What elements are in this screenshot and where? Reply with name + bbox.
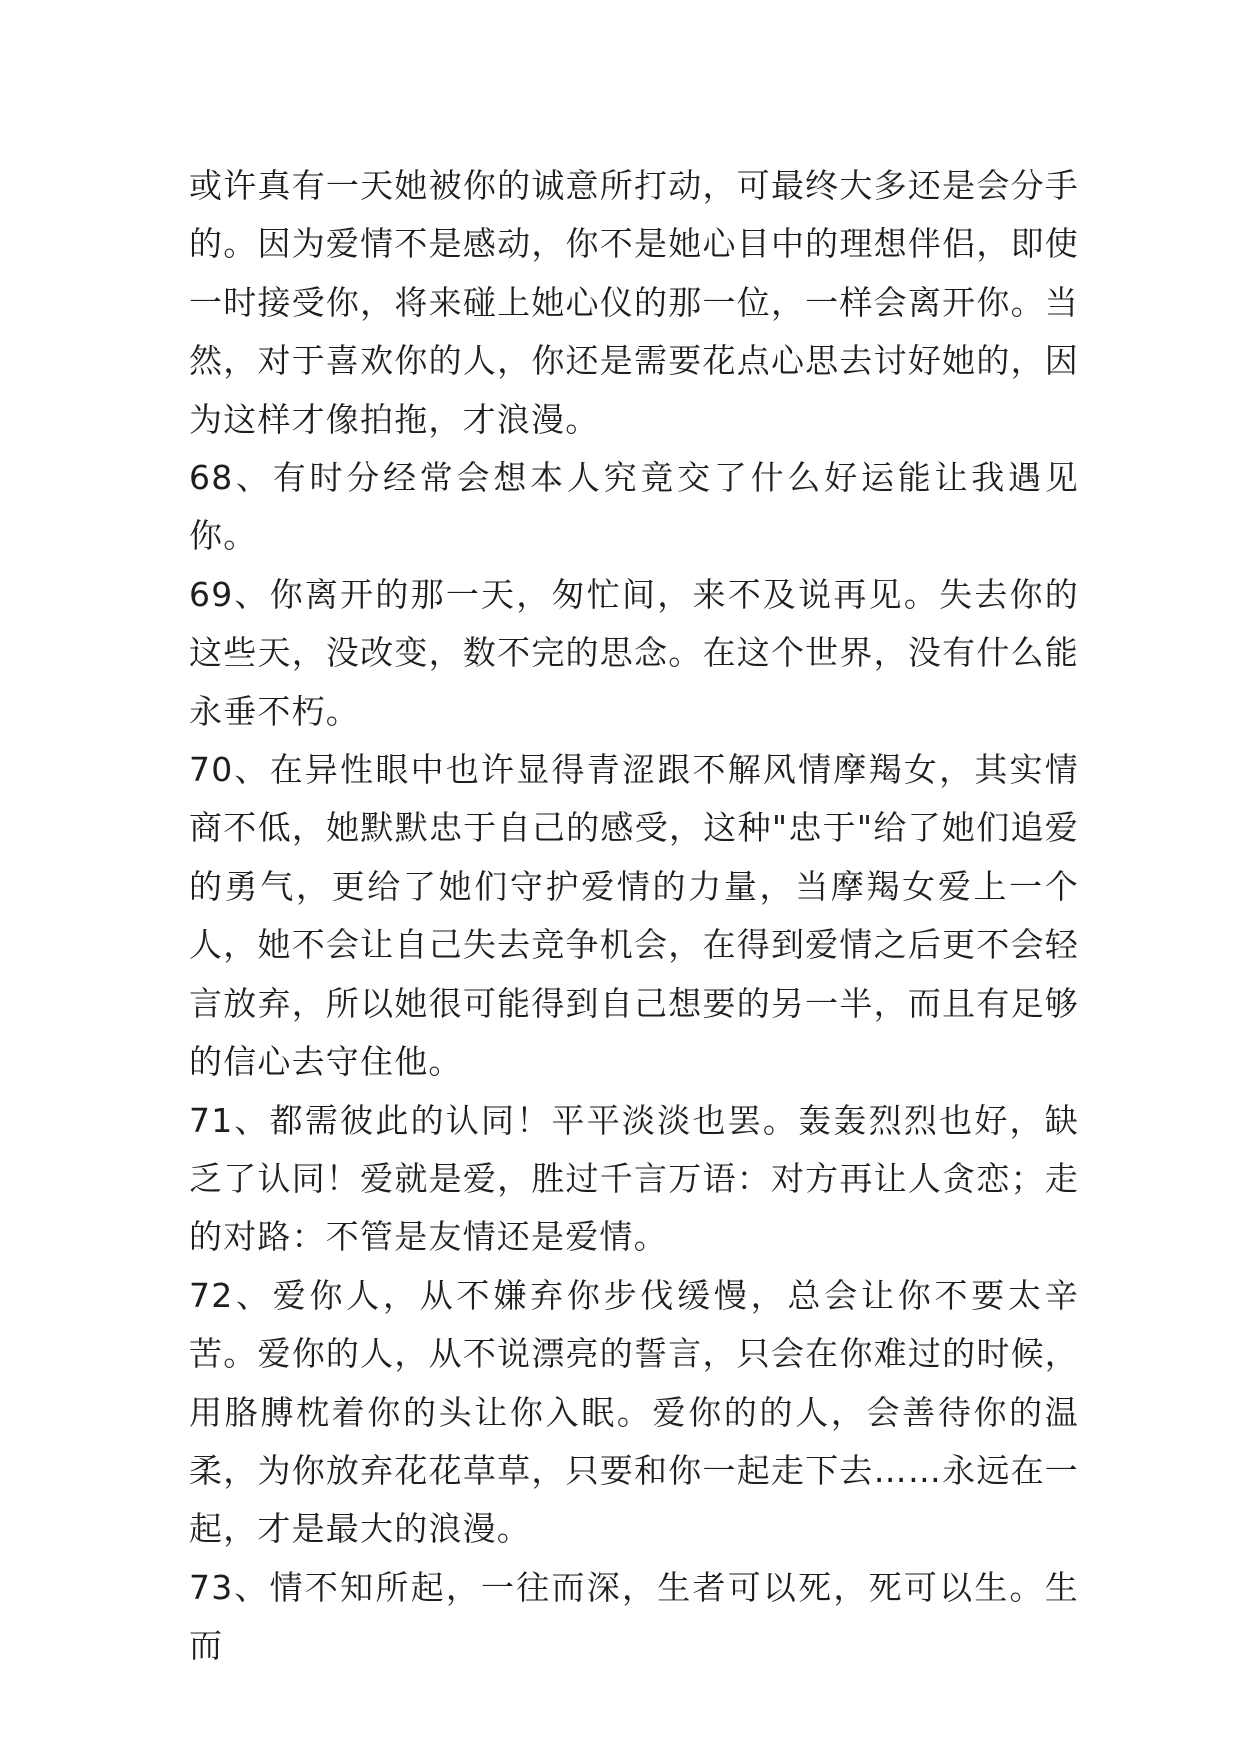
- paragraph-70: 70、在异性眼中也许显得青涩跟不解风情摩羯女，其实情商不低，她默默忠于自己的感受，这种"忠于"给了她们追爱的勇气，更给了她们守护爱情的力量，当摩羯女爱上一个人，她不会让自己失去竞争机会，在得到爱情之后更不会轻言放弃，所以她很可能得到自己想要的另一半，而且有足够的信心去守住他。: [189, 750, 1079, 1082]
- paragraph-72: 72、爱你人，从不嫌弃你步伐缓慢，总会让你不要太辛苦。爱你的人，从不说漂亮的誓言，只会在你难过的时候，用胳膊枕着你的头让你入眠。爱你的的人，会善待你的温柔，为你放弃花花草草，只要和你一起走下去……永远在一起，才是最大的浪漫。: [189, 1275, 1079, 1549]
- paragraph-71: 71、都需彼此的认同！平平淡淡也罢。轰轰烈烈也好，缺乏了认同！爱就是爱，胜过千言万语：对方再让人贪恋；走的对路：不管是友情还是爱情。: [189, 1100, 1079, 1257]
- paragraph-68: 68、有时分经常会想本人究竟交了什么好运能让我遇见你。: [189, 458, 1079, 556]
- document-body: [189, 157, 1079, 1676]
- paragraph-69: 69、你离开的那一天，匆忙间，来不及说再见。失去你的这些天，没改变，数不完的思念。在这个世界，没有什么能永垂不朽。: [189, 574, 1079, 731]
- paragraph-73: 73、情不知所起，一往而深，生者可以死，死可以生。生而: [189, 1567, 1079, 1666]
- paragraph-continuation: 或许真有一天她被你的诚意所打动，可最终大多还是会分手的。因为爱情不是感动，你不是她心目中的理想伴侣，即使一时接受你，将来碰上她心仪的那一位，一样会离开你。当然，对于喜欢你的人，你还是需要花点心思去讨好她的，因为这样才像拍拖，才浪漫。: [189, 166, 1079, 439]
